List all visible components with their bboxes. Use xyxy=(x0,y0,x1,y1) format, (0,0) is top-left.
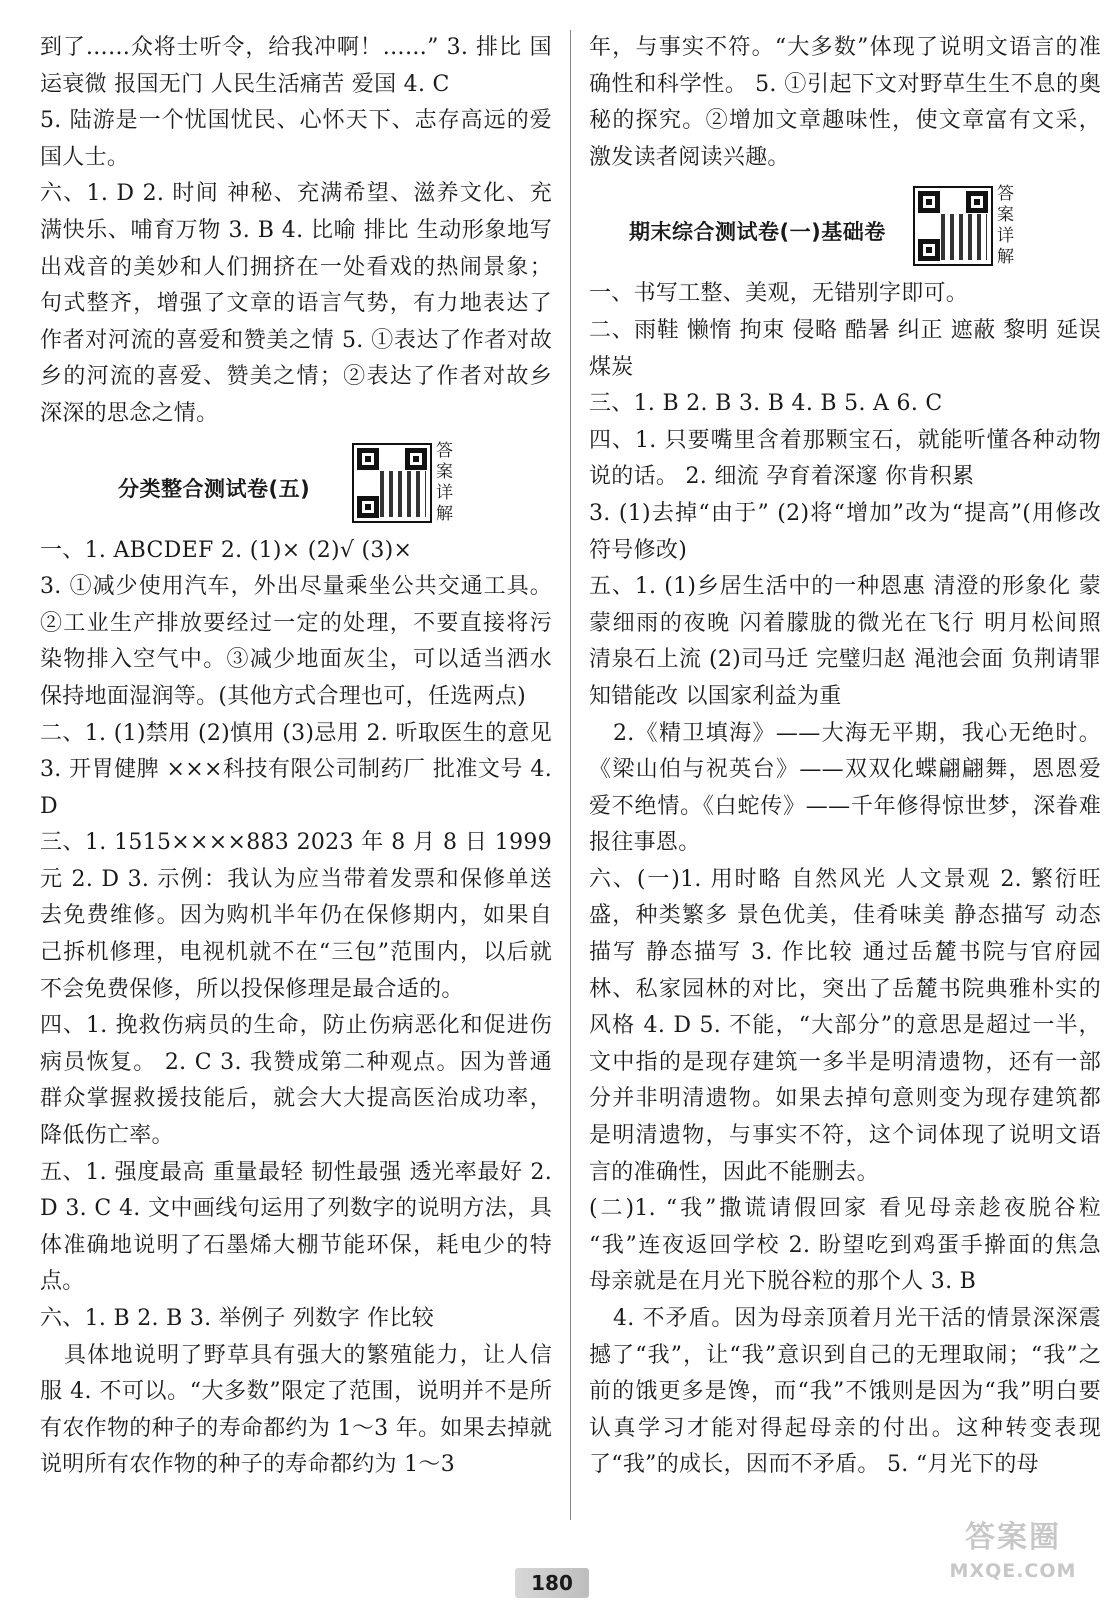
answer-paragraph: 五、1. 强度最高 重量最轻 韧性最强 透光率最好 2. D 3. C 4. 文中画线句运用了列数字的说明方法，具体准确地说明了石墨烯大棚节能环保，耗电少的特点。 xyxy=(40,1159,552,1295)
answer-paragraph: 二、雨鞋 懒惰 拘束 侵略 酷暑 纠正 遮蔽 黎明 延误 煤炭 xyxy=(589,317,1101,380)
section-header xyxy=(589,186,1101,270)
right-column xyxy=(589,30,1101,1484)
answer-paragraph: 一、书写工整、美观，无错别字即可。 xyxy=(589,281,969,307)
qr-code-icon[interactable] xyxy=(352,443,432,523)
qr-label: 答案详解 xyxy=(997,184,1014,268)
answer-paragraph: 3. ①减少使用汽车，外出尽量乘坐公共交通工具。②工业生产排放要经过一定的处理，不要直接将污染物排入空气中。③减少地面灰尘，可以适当洒水保持地面湿润等。(其他方式合理也可，任选两点) xyxy=(40,574,552,709)
section-title: 期末综合测试卷(一)基础卷 xyxy=(629,220,886,245)
answer-paragraph: 三、1. 1515××××883 2023 年 8 月 8 日 1999 元 2. D 3. 示例：我认为应当带着发票和保修单送去免费维修。因为购机半年仍在保修期内，如果自己拆机修理，电视机就不在“三包”范围内，以后就不会免费保修，所以投保修理是最合适的。 xyxy=(40,830,552,1002)
answer-paragraph: 六、(一)1. 用时略 自然风光 人文景观 2. 繁衍旺盛，种类繁多 景色优美，佳肴味美 静态描写 动态描写 静态描写 3. 作比较 通过岳麓书院与官府园林、私家园林的对比，突出了岳麓书院典雅朴实的风格 4. D 5. 不能，“大部分”的意思是超过一半，文中指的是现存建筑一多半是明清遗物，还有一部分并非明清遗物。如果去掉句意则变为现存建筑都是明清遗物，与事实不符，这个词体现了说明文语言的准确性，因此不能删去。 xyxy=(589,866,1101,1185)
answer-paragraph: 5. 陆游是一个忧国忧民、心怀天下、志存高远的爱国人士。 xyxy=(40,108,552,170)
answer-paragraph: 二、1. (1)禁用 (2)慎用 (3)忌用 2. 听取医生的意见 3. 开胃健脾 ×××科技有限公司制药厂 批准文号 4. D xyxy=(40,720,552,819)
left-column xyxy=(40,30,552,1484)
answer-paragraph: 4. 不矛盾。因为母亲顶着月光干活的情景深深震撼了“我”，让“我”意识到自己的无理取闹；“我”之前的饿更多是馋，而“我”不饿则是因为“我”明白要认真学习才能对得起母亲的付出。这种转变表现了“我”的成长，因而不矛盾。 5. “月光下的母 xyxy=(589,1306,1101,1478)
watermark-text: 答案圈 xyxy=(965,1520,1061,1555)
answer-paragraph: (二)1. “我”撒谎请假回家 看见母亲趁夜脱谷粒 “我”连夜返回学校 2. 盼望吃到鸡蛋手擀面的焦急 母亲就是在月光下脱谷粒的那个人 3. B xyxy=(589,1196,1101,1295)
answer-paragraph: 到了……众将士听令，给我冲啊！……” 3. 排比 国运衰微 报国无门 人民生活痛苦 爱国 4. C xyxy=(40,35,552,97)
answer-paragraph: 具体地说明了野草具有强大的繁殖能力，让人信服 4. 不可以。“大多数”限定了范围，说明并不是所有农作物的种子的寿命都约为 1～3 年。如果去掉就说明所有农作物的种子的寿命都约为 1～3 xyxy=(40,1342,552,1478)
column-divider xyxy=(570,30,571,1520)
answer-paragraph: 四、1. 挽救伤病员的生命，防止伤病恶化和促进伤病员恢复。 2. C 3. 我赞成第二种观点。因为普通群众掌握救援技能后，就会大大提高医治成功率，降低伤亡率。 xyxy=(40,1013,552,1149)
page-number: 180 xyxy=(515,1568,589,1598)
answer-paragraph: 2.《精卫填海》——大海无平期，我心无绝时。《梁山伯与祝英台》——双双化蝶翩翩舞，恩恩爱爱不绝情。《白蛇传》——千年修得惊世梦，深眷难报往事恩。 xyxy=(589,720,1101,856)
watermark-logo xyxy=(938,1518,1088,1594)
answer-paragraph: 3. (1)去掉“由于” (2)将“增加”改为“提高”(用修改符号修改) xyxy=(589,500,1101,563)
answer-paragraph: 六、1. B 2. B 3. 举例子 列数字 作比较 xyxy=(40,1306,435,1331)
answer-paragraph: 五、1. (1)乡居生活中的一种恩惠 清澄的形象化 蒙蒙细雨的夜晚 闪着朦胧的微光在飞行 明月松间照 清泉石上流 (2)司马迁 完璧归赵 渑池会面 负荆请罪 知错能改 以国家利益为重 xyxy=(589,574,1101,709)
answer-paragraph: 六、1. D 2. 时间 神秘、充满希望、滋养文化、充满快乐、哺育万物 3. B 4. 比喻 排比 生动形象地写出戏音的美妙和人们拥挤在一处看戏的热闹景象；句式整齐，增强了文章的语言气势，有力地表达了作者对河流的喜爱和赞美之情 5. ①表达了作者对故乡的河流的喜爱、赞美之情；②表达了作者对故乡深深的思念之情。 xyxy=(40,181,552,426)
answer-paragraph: 三、1. B 2. B 3. B 4. B 5. A 6. C xyxy=(589,391,943,417)
qr-label: 答案详解 xyxy=(436,440,453,524)
answer-paragraph: 一、1. ABCDEF 2. (1)× (2)√ (3)× xyxy=(40,537,413,563)
qr-code-icon[interactable] xyxy=(913,186,993,266)
section-header xyxy=(40,440,552,527)
section-title: 分类整合测试卷(五) xyxy=(118,476,311,501)
answer-paragraph: 年，与事实不符。“大多数”体现了说明文语言的准确性和科学性。 5. ①引起下文对野草生生不息的奥秘的探究。②增加文章趣味性，使文章富有文采，激发读者阅读兴趣。 xyxy=(589,35,1101,170)
answer-paragraph: 四、1. 只要嘴里含着那颗宝石，就能听懂各种动物说的话。 2. 细流 孕育着深邃 你肯积累 xyxy=(589,427,1101,490)
watermark-url: MXQE.COM xyxy=(949,1560,1077,1582)
